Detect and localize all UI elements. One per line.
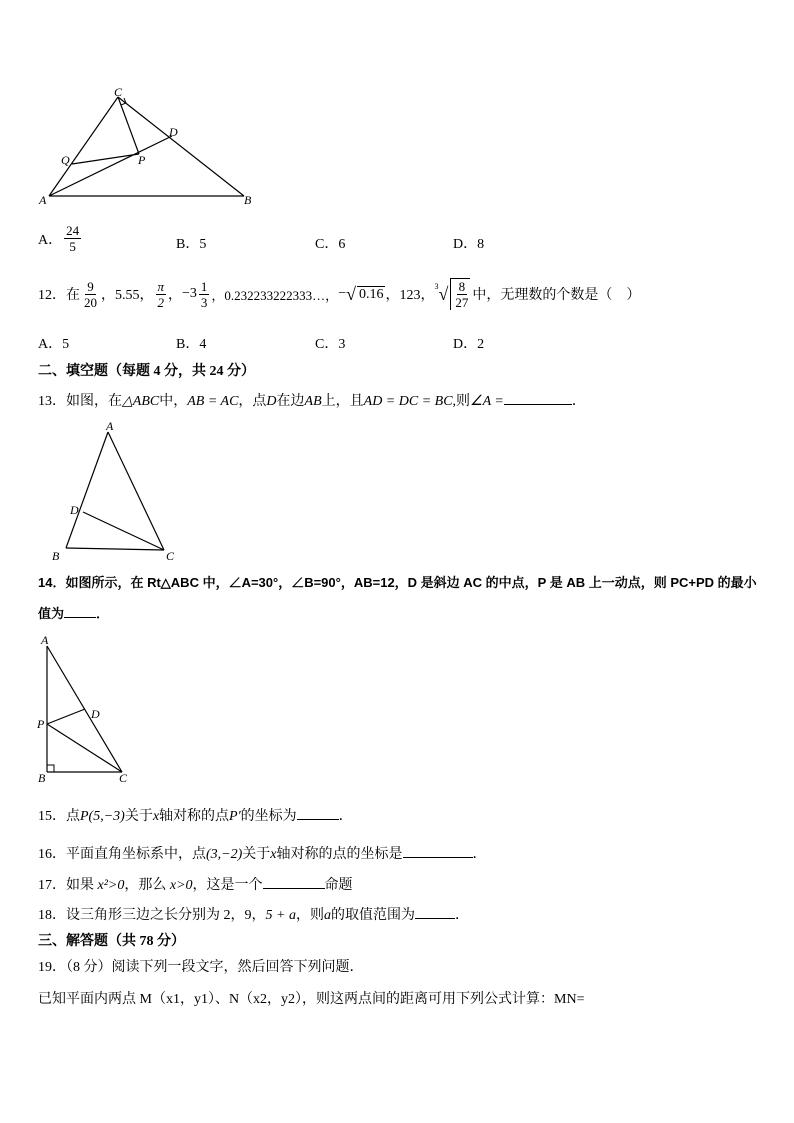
option-a-label: A． <box>38 232 63 248</box>
label-C: C <box>114 85 123 99</box>
q12-cube-root <box>434 278 472 310</box>
answer-blank[interactable] <box>504 404 572 405</box>
q11-option-a <box>38 223 83 254</box>
label-P: P <box>138 153 146 167</box>
answer-blank[interactable] <box>64 617 96 618</box>
q12-radicand: 0.16 <box>358 286 384 302</box>
label-C: C <box>166 549 175 563</box>
q12-option-a: A．5 <box>38 337 70 352</box>
q17-text: ，这是一个 <box>192 878 263 893</box>
q18-math: 5 + a <box>265 908 296 923</box>
fraction-24-5 <box>64 223 81 254</box>
q12-frac-pi-2 <box>156 279 167 310</box>
q12-sep4: ，123， <box>385 288 435 303</box>
section-2-heading: 二、填空题（每题 4 分，共 24 分） <box>38 364 255 379</box>
label-B: B <box>244 193 252 207</box>
q15-text: 的坐标为 <box>240 809 297 824</box>
q13-text: ． <box>571 394 586 409</box>
q18-math: a <box>323 908 331 923</box>
label-P: P <box>37 717 45 731</box>
q15-math: P(5,−3) <box>80 809 125 824</box>
frac-num: π <box>157 278 165 294</box>
frac-den: 3 <box>200 294 208 310</box>
q12-option-b: B．4 <box>176 337 207 352</box>
q17-text: 17．如果 <box>38 878 98 893</box>
q12-prefix: 12．在 <box>38 288 80 303</box>
q18-text: ，则 <box>295 908 324 923</box>
q13-text: 上，且 <box>321 394 364 409</box>
q12-sep2: ， <box>168 288 183 303</box>
q14-text: 值为 <box>38 606 65 621</box>
q14-text: ． <box>96 606 110 621</box>
q12-frac-9-20 <box>82 279 99 310</box>
q12-option-c: C．3 <box>315 337 346 352</box>
q13-text: 13．如图，在 <box>38 394 122 409</box>
q16-text: 16．平面直角坐标系中，点 <box>38 847 206 862</box>
q12-neg: − <box>338 286 347 301</box>
answer-blank[interactable] <box>415 918 455 919</box>
q12-sep1: ，5.55， <box>101 288 154 303</box>
label-A: A <box>106 420 114 433</box>
q13-math: AD = DC = BC <box>363 394 453 409</box>
frac-den: 2 <box>157 294 164 310</box>
label-D: D <box>169 125 178 139</box>
q13-text: ,则 <box>452 394 471 409</box>
label-Q: Q <box>61 153 70 167</box>
label-B: B <box>52 549 60 563</box>
frac-num: 24 <box>66 223 80 238</box>
question-19: 19．（8 分）阅读下列一段文字，然后回答下列问题． <box>38 960 364 975</box>
q16-text: ． <box>472 847 487 862</box>
question-14-line1: 14．如图所示，在 Rt△ABC 中，∠A=30°，∠B=90°，AB=12，D 是斜边 AC 的中点，P 是 AB 上一动点，则 PC+PD 的最小 <box>38 575 757 590</box>
q17-text: 命题 <box>324 878 353 893</box>
question-14-line2 <box>38 603 109 622</box>
q16-text: 轴对称的点的坐标是 <box>276 847 403 862</box>
q12-mixed-number <box>182 279 211 310</box>
answer-blank[interactable] <box>263 888 325 889</box>
q13-text: 在边 <box>276 394 305 409</box>
frac-den: 20 <box>84 294 97 310</box>
question-19-body: 已知平面内两点 M（x1，y1）、N（x2，y2），则这两点间的距离可用下列公式计算：MN= <box>38 992 585 1007</box>
mixed-frac <box>199 279 210 310</box>
mixed-whole: −3 <box>182 286 197 301</box>
figure-q13 <box>48 420 188 566</box>
q11-option-d: D．8 <box>453 237 485 252</box>
q16-math: (3,−2) <box>206 847 243 862</box>
q11-option-c: C．6 <box>315 237 346 252</box>
q13-math: AB <box>304 394 322 409</box>
q15-math: x <box>152 809 160 824</box>
q13-math: △ABC <box>122 394 160 409</box>
q18-text: ． <box>454 908 469 923</box>
frac-den: 5 <box>69 239 76 254</box>
root-sign-icon: √ <box>438 283 449 304</box>
q18-text: 的取值范围为 <box>330 908 415 923</box>
question-16 <box>38 843 487 863</box>
q16-text: 关于 <box>242 847 271 862</box>
question-12 <box>38 272 640 316</box>
label-D: D <box>70 503 79 517</box>
q15-math: P′ <box>229 809 241 824</box>
q13-math: AB = AC <box>187 394 239 409</box>
answer-blank[interactable] <box>297 819 339 820</box>
q13-math: ∠A = <box>470 394 504 409</box>
q15-text: 15．点 <box>38 809 80 824</box>
frac-den: 27 <box>455 295 469 310</box>
question-13 <box>38 390 586 410</box>
q13-text: ，点 <box>238 394 267 409</box>
q13-text: 中， <box>159 394 188 409</box>
label-A: A <box>41 633 49 647</box>
q18-text: 18．设三角形三边之长分别为 2，9， <box>38 908 266 923</box>
q15-text: ． <box>338 809 353 824</box>
label-B: B <box>38 771 46 784</box>
answer-blank[interactable] <box>403 857 473 858</box>
q12-sep3: ，0.232233222333…， <box>211 287 339 303</box>
label-C: C <box>119 771 128 784</box>
question-15 <box>38 805 353 825</box>
root-index: 3 <box>434 281 439 291</box>
frac-num: 1 <box>200 278 208 294</box>
question-18 <box>38 904 469 924</box>
q12-option-d: D．2 <box>453 337 485 352</box>
question-17 <box>38 874 353 894</box>
q11-option-b: B．5 <box>176 237 207 252</box>
frac-num: 8 <box>458 279 466 294</box>
figure-q14 <box>36 632 136 784</box>
q17-math: x²>0 <box>97 878 125 893</box>
label-D: D <box>91 707 100 721</box>
cube-root-frac <box>450 278 470 310</box>
q12-suffix: 中，无理数的个数是（ ） <box>472 288 641 303</box>
frac-num: 9 <box>87 278 94 294</box>
sqrt-icon: √ <box>346 283 356 304</box>
q13-math: D <box>266 394 277 409</box>
q17-text: ，那么 <box>124 878 170 893</box>
q15-text: 关于 <box>124 809 153 824</box>
q16-math: x <box>270 847 277 862</box>
q17-math: x>0 <box>169 878 193 893</box>
section-3-heading: 三、解答题（共 78 分） <box>38 934 185 949</box>
label-A: A <box>39 193 47 207</box>
figure-q11 <box>36 84 266 210</box>
q15-text: 轴对称的点 <box>159 809 230 824</box>
